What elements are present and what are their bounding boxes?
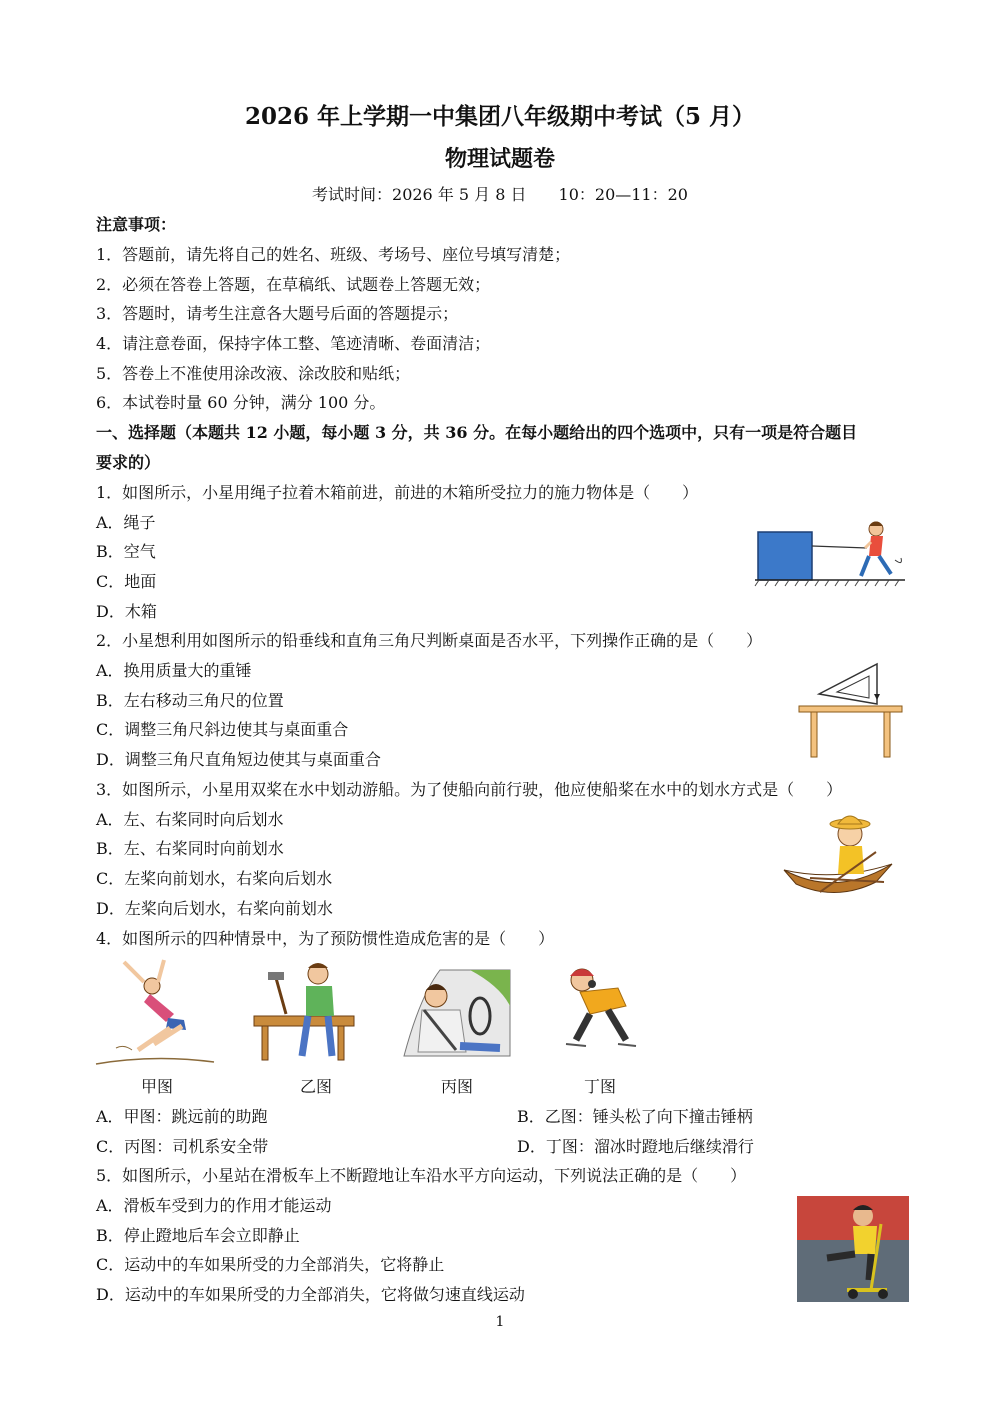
- q2-option-c: C．调整三角尺斜边使其与桌面重合: [96, 720, 349, 739]
- section-heading-cont: 要求的）: [96, 453, 161, 472]
- question-5-stem: 5．如图所示，小星站在滑板车上不断蹬地让车沿水平方向运动，下列说法正确的是（ ）: [96, 1166, 747, 1185]
- q5-option-a: A．滑板车受到力的作用才能运动: [96, 1196, 332, 1215]
- note-item: 4．请注意卷面，保持字体工整、笔迹清晰、卷面清洁；: [96, 334, 491, 353]
- question-2-stem: 2．小星想利用如图所示的铅垂线和直角三角尺判断桌面是否水平，下列操作正确的是（ ）: [96, 631, 763, 650]
- question-3-stem: 3．如图所示，小星用双桨在水中划动游船。为了使船向前行驶，他应使船桨在水中的划水方式是（ ）: [96, 780, 843, 799]
- section-heading: 一、选择题（本题共 12 小题，每小题 3 分，共 36 分。在每小题给出的四个选项中，只有一项是符合题目: [96, 423, 858, 442]
- scooter-photo: [797, 1196, 909, 1302]
- question-1-stem: 1．如图所示，小星用绳子拉着木箱前进，前进的木箱所受拉力的施力物体是（ ）: [96, 483, 699, 502]
- exam-title: 2026 年上学期一中集团八年级期中考试（5 月）: [244, 103, 756, 130]
- note-item: 6．本试卷时量 60 分钟，满分 100 分。: [96, 393, 386, 412]
- q1-option-d: D．木箱: [96, 602, 157, 621]
- caption-yi: 乙图: [299, 1077, 332, 1096]
- skating-figure: [556, 962, 648, 1062]
- caption-bing: 丙图: [440, 1077, 473, 1096]
- hammer-figure: [252, 960, 358, 1064]
- q4-option-c: C．丙图：司机系安全带: [96, 1137, 269, 1156]
- q2-option-b: B．左右移动三角尺的位置: [96, 691, 284, 710]
- q4-option-a: A．甲图：跳远前的助跑: [96, 1107, 268, 1126]
- q3-option-a: A．左、右桨同时向后划水: [96, 810, 284, 829]
- note-item: 3．答题时，请考生注意各大题号后面的答题提示；: [96, 304, 459, 323]
- long-jump-figure: [94, 958, 216, 1070]
- q4-option-b: B．乙图：锤头松了向下撞击锤柄: [517, 1107, 753, 1126]
- q1-option-c: C．地面: [96, 572, 157, 591]
- table-triangle-figure: [797, 660, 905, 760]
- q5-option-b: B．停止蹬地后车会立即静止: [96, 1226, 300, 1245]
- q3-option-c: C．左桨向前划水，右桨向后划水: [96, 869, 333, 888]
- note-item: 1．答题前，请先将自己的姓名、班级、考场号、座位号填写清楚；: [96, 245, 571, 264]
- q5-option-c: C．运动中的车如果所受的力全部消失，它将静止: [96, 1255, 445, 1274]
- page-number: 1: [495, 1314, 505, 1330]
- q1-option-a: A．绳子: [96, 513, 156, 532]
- box-pulling-figure: [755, 518, 910, 590]
- note-item: 5．答卷上不准使用涂改液、涂改胶和贴纸；: [96, 364, 411, 383]
- caption-jia: 甲图: [140, 1077, 173, 1096]
- notes-heading: 注意事项：: [96, 215, 177, 234]
- q4-option-d: D．丁图：溜冰时蹬地后继续滑行: [517, 1137, 754, 1156]
- rowing-boat-figure: [780, 812, 895, 902]
- q5-option-d: D．运动中的车如果所受的力全部消失，它将做匀速直线运动: [96, 1285, 525, 1304]
- q3-option-d: D．左桨向后划水，右桨向前划水: [96, 899, 333, 918]
- q2-option-d: D．调整三角尺直角短边使其与桌面重合: [96, 750, 381, 769]
- q1-option-b: B．空气: [96, 542, 156, 561]
- paper-subtitle: 物理试题卷: [444, 146, 555, 172]
- q3-option-b: B．左、右桨同时向前划水: [96, 839, 284, 858]
- caption-ding: 丁图: [583, 1077, 616, 1096]
- exam-time: 考试时间：2026 年 5 月 8 日 10：20—11：20: [312, 185, 688, 204]
- q2-option-a: A．换用质量大的重锤: [96, 661, 252, 680]
- question-4-stem: 4．如图所示的四种情景中，为了预防惯性造成危害的是（ ）: [96, 929, 555, 948]
- seatbelt-figure: [400, 966, 512, 1062]
- note-item: 2．必须在答卷上答题，在草稿纸、试题卷上答题无效；: [96, 275, 491, 294]
